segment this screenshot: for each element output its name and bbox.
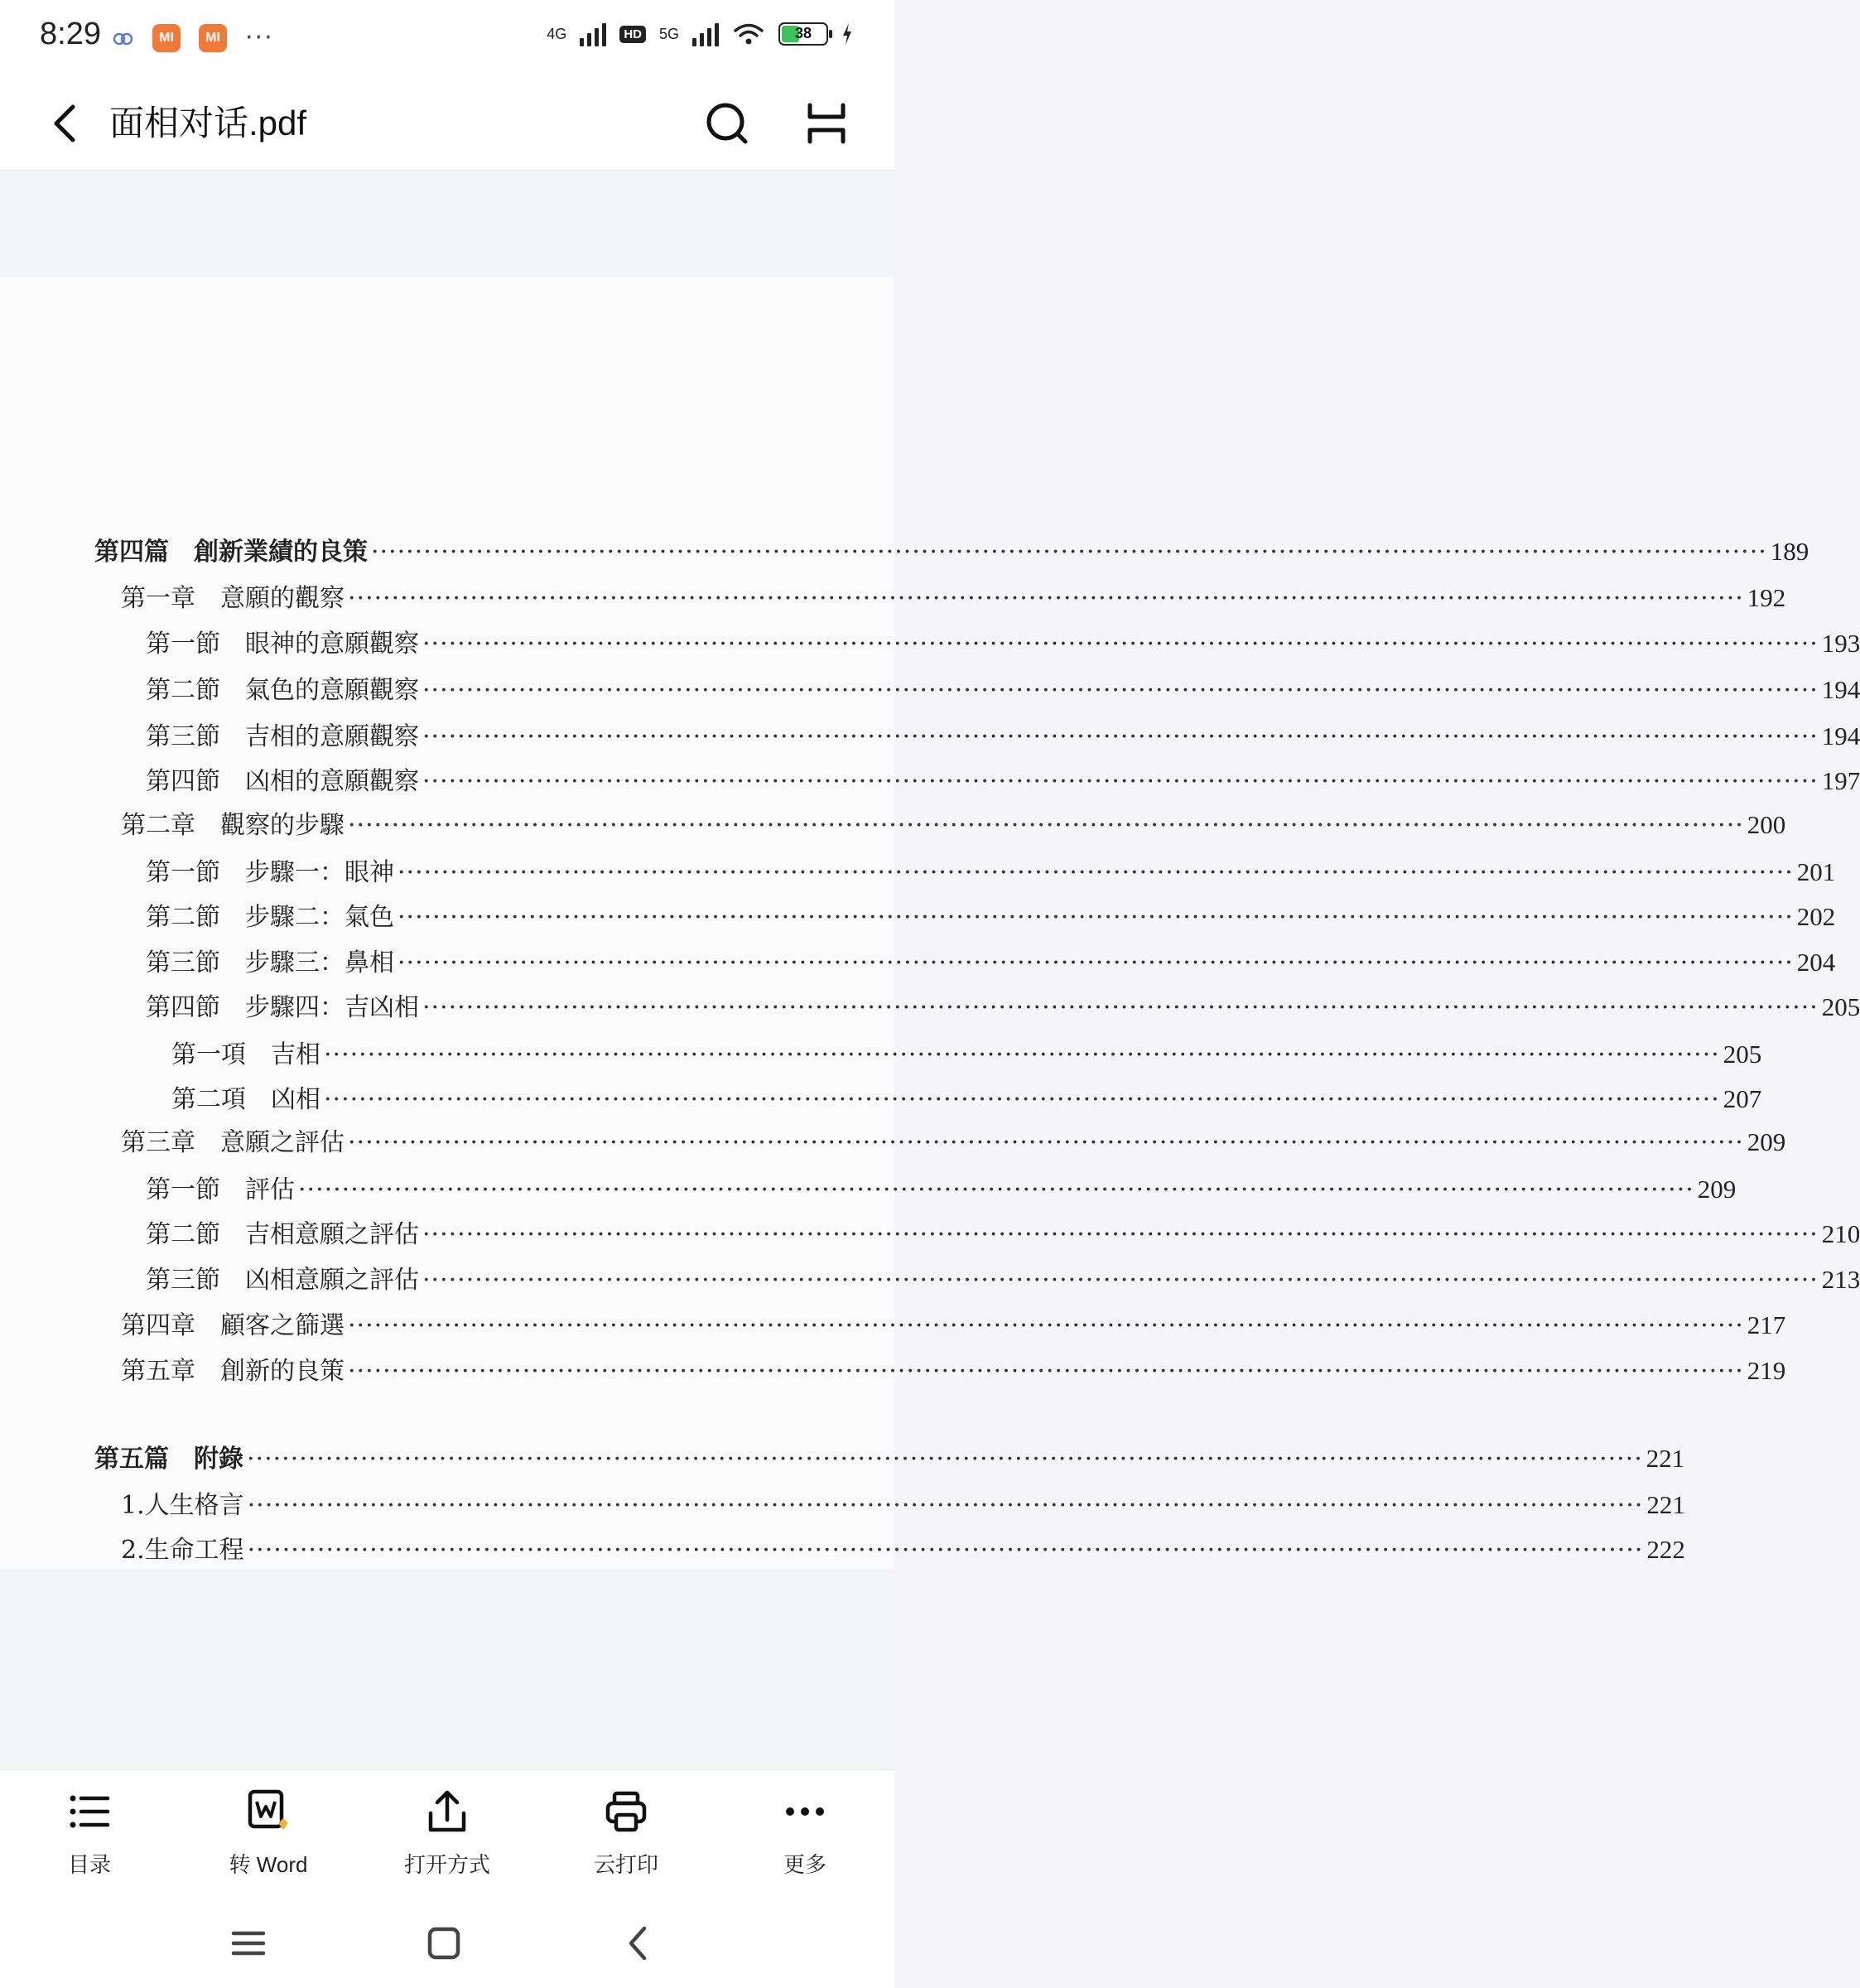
toc-label: 目录 <box>67 1852 111 1877</box>
toc-entry[interactable] <box>146 1259 1860 1296</box>
signal-5g-icon <box>692 22 719 46</box>
more-icon <box>780 1787 830 1836</box>
more-button[interactable] <box>739 1787 871 1879</box>
pdf-page[interactable] <box>0 277 1860 1569</box>
toc-leader-dots: ································································································································································ <box>298 1175 1694 1204</box>
toc-entry[interactable] <box>146 896 1836 933</box>
toc-leader-dots: ································································································································································ <box>324 1085 1720 1114</box>
toc-entry-page: 192 <box>1747 583 1786 612</box>
toc-entry-label: 第三節 步驟三：鼻相 <box>146 948 394 977</box>
toc-entry-label: 第四章 顧客之篩選 <box>121 1311 345 1340</box>
page-layout-icon[interactable] <box>802 99 851 148</box>
mi-store-icon: MI <box>152 24 181 52</box>
toc-entry[interactable] <box>146 1214 1860 1250</box>
list-icon <box>65 1787 114 1836</box>
toc-entry[interactable] <box>146 760 1860 797</box>
toc-entry-label: 第四節 凶相的意願觀察 <box>146 767 419 796</box>
toc-entry[interactable] <box>146 623 1860 659</box>
toc-entry-page: 207 <box>1723 1084 1762 1113</box>
toc-entry-label: 第一項 吉相 <box>171 1040 320 1069</box>
document-title: 面相对话.pdf <box>109 104 307 142</box>
toc-leader-dots: ································································································································································ <box>348 584 1744 613</box>
toc-entry[interactable] <box>146 852 1836 888</box>
toc-entry-label: 第二節 步驟二：氣色 <box>146 903 394 932</box>
toc-entry-label: 第一節 眼神的意願觀察 <box>146 630 419 659</box>
toc-entry-label: 第五章 創新的良策 <box>121 1357 345 1386</box>
toc-entry-label: 第二節 吉相意願之評估 <box>146 1220 419 1249</box>
toc-entry-page: 209 <box>1697 1175 1737 1204</box>
pdf-viewer[interactable] <box>0 171 1860 1769</box>
toc-entry-label: 第四篇 創新業績的良策 <box>94 538 368 567</box>
toc-entry-label: 第一章 意願的觀察 <box>121 584 345 613</box>
toc-leader-dots: ································································································································································ <box>371 538 1767 567</box>
toc-entry-page: 213 <box>1821 1265 1860 1294</box>
recent-apps-icon[interactable] <box>224 1918 273 1968</box>
toc-entry-page: 204 <box>1796 948 1836 977</box>
more-label: 更多 <box>783 1852 826 1877</box>
toc-entry-page: 189 <box>1770 537 1809 566</box>
toc-leader-dots: ································································································································································ <box>422 1220 1819 1249</box>
back-arrow-icon[interactable] <box>43 99 93 148</box>
status-notifications <box>113 23 274 52</box>
toc-leader-dots: ································································································································································ <box>422 630 1819 659</box>
toc-leader-dots: ································································································································································ <box>422 722 1819 751</box>
toc-entry-label: 第二節 氣色的意願觀察 <box>146 676 419 705</box>
toc-entry-label: 第五篇 附錄 <box>94 1445 243 1474</box>
toc-entry-label: 第三節 吉相的意願觀察 <box>146 722 419 751</box>
open-with-label: 打开方式 <box>403 1852 490 1877</box>
toc-entry-page: 201 <box>1796 857 1836 886</box>
cloud-print-button[interactable] <box>560 1787 692 1879</box>
toc-entry[interactable] <box>121 804 1786 841</box>
toc-entry-label: 第一節 評估 <box>146 1175 295 1204</box>
toc-entry-page: 210 <box>1821 1219 1860 1248</box>
open-with-button[interactable] <box>381 1787 513 1879</box>
hd-badge: HD <box>619 26 646 43</box>
more-notifications-icon: ··· <box>245 23 274 52</box>
convert-word-button[interactable] <box>202 1787 335 1879</box>
toc-entry-label: 第二項 凶相 <box>171 1085 320 1114</box>
toc-entry[interactable] <box>121 1350 1786 1387</box>
toc-entry[interactable] <box>121 1529 1685 1566</box>
toc-entry-page: 194 <box>1821 675 1860 704</box>
toc-entry-page: 200 <box>1747 810 1786 839</box>
top-toolbar <box>0 79 894 171</box>
toc-entry[interactable] <box>146 669 1860 706</box>
toc-button[interactable] <box>23 1787 156 1879</box>
share-icon <box>422 1787 472 1836</box>
toc-leader-dots: ································································································································································ <box>247 1536 1644 1565</box>
cloud-print-label: 云打印 <box>593 1852 658 1877</box>
signal-4g-icon <box>580 22 606 46</box>
toc-entry-label: 第三章 意願之評估 <box>121 1128 345 1157</box>
toc-entry-page: 222 <box>1646 1535 1685 1564</box>
convert-word-label: 转 Word <box>229 1852 308 1877</box>
toc-entry-label: 第四節 步驟四：吉凶相 <box>146 993 419 1022</box>
toc-entry[interactable] <box>121 1122 1786 1158</box>
toc-entry-label: 第一節 步驟一：眼神 <box>146 858 394 887</box>
toc-entry-label: 1.人生格言 <box>121 1491 244 1520</box>
toc-leader-dots: ································································································································································ <box>398 903 1794 932</box>
toc-entry-page: 197 <box>1821 766 1860 795</box>
toc-entry-page: 221 <box>1646 1490 1685 1519</box>
system-nav-bar <box>0 1894 894 1988</box>
mi-app-icon: MI <box>199 24 227 52</box>
toc-entry-page: 194 <box>1821 721 1860 750</box>
toc-leader-dots: ································································································································································ <box>247 1445 1643 1474</box>
toc-entry[interactable] <box>121 1484 1685 1521</box>
toc-part-entry[interactable] <box>94 1438 1685 1474</box>
toc-entry[interactable] <box>146 987 1860 1023</box>
network-5g-label: 5G <box>658 25 679 42</box>
toc-entry-label: 第三節 凶相意願之評估 <box>146 1266 419 1295</box>
toc-leader-dots: ································································································································································ <box>348 1311 1744 1340</box>
toc-entry[interactable] <box>171 1078 1762 1115</box>
battery-icon <box>778 22 828 46</box>
toc-entry[interactable] <box>146 1169 1737 1205</box>
home-icon[interactable] <box>419 1918 469 1968</box>
back-nav-icon[interactable] <box>614 1918 664 1968</box>
wifi-icon <box>732 22 765 46</box>
convert-word-icon <box>243 1787 293 1836</box>
battery-level: 38 <box>794 25 812 41</box>
toc-part-entry[interactable] <box>94 531 1809 567</box>
toc-leader-dots: ································································································································································ <box>422 767 1819 796</box>
status-right <box>547 22 853 46</box>
bottom-toolbar <box>0 1769 894 1894</box>
toc-entry[interactable] <box>121 1305 1786 1341</box>
cloud-sync-icon <box>113 29 134 47</box>
toc-entry[interactable] <box>146 942 1836 978</box>
toc-entry[interactable] <box>146 716 1860 752</box>
toc-leader-dots: ································································································································································ <box>422 1266 1819 1295</box>
toc-entry-page: 205 <box>1723 1040 1762 1069</box>
toc-leader-dots: ································································································································································ <box>398 858 1794 887</box>
toc-leader-dots: ································································································································································ <box>247 1491 1644 1520</box>
status-bar <box>0 0 894 79</box>
toc-entry-page: 193 <box>1821 629 1860 658</box>
toc-leader-dots: ································································································································································ <box>324 1040 1720 1069</box>
toc-entry-page: 217 <box>1747 1310 1786 1339</box>
toc-entry-page: 219 <box>1747 1356 1786 1385</box>
printer-icon <box>601 1787 651 1836</box>
toc-entry[interactable] <box>171 1034 1762 1070</box>
toc-entry-label: 第二章 觀察的步驟 <box>121 811 345 840</box>
search-icon[interactable] <box>702 99 752 148</box>
toc-leader-dots: ································································································································································ <box>422 993 1819 1022</box>
toc-entry-page: 205 <box>1821 992 1860 1021</box>
toc-leader-dots: ································································································································································ <box>348 1357 1744 1386</box>
toc-entry-page: 209 <box>1747 1127 1786 1156</box>
toc-leader-dots: ································································································································································ <box>422 676 1819 705</box>
network-4g-label: 4G <box>547 25 567 42</box>
toc-entry-label: 2.生命工程 <box>121 1536 244 1565</box>
toc-entry-page: 221 <box>1646 1444 1685 1473</box>
toc-leader-dots: ································································································································································ <box>398 948 1794 977</box>
toc-entry[interactable] <box>121 577 1786 614</box>
charging-icon <box>841 22 853 46</box>
toc-leader-dots: ································································································································································ <box>348 811 1744 840</box>
status-time: 8:29 <box>40 17 101 51</box>
toc-entry-page: 202 <box>1796 902 1836 931</box>
toc-leader-dots: ································································································································································ <box>348 1128 1744 1157</box>
